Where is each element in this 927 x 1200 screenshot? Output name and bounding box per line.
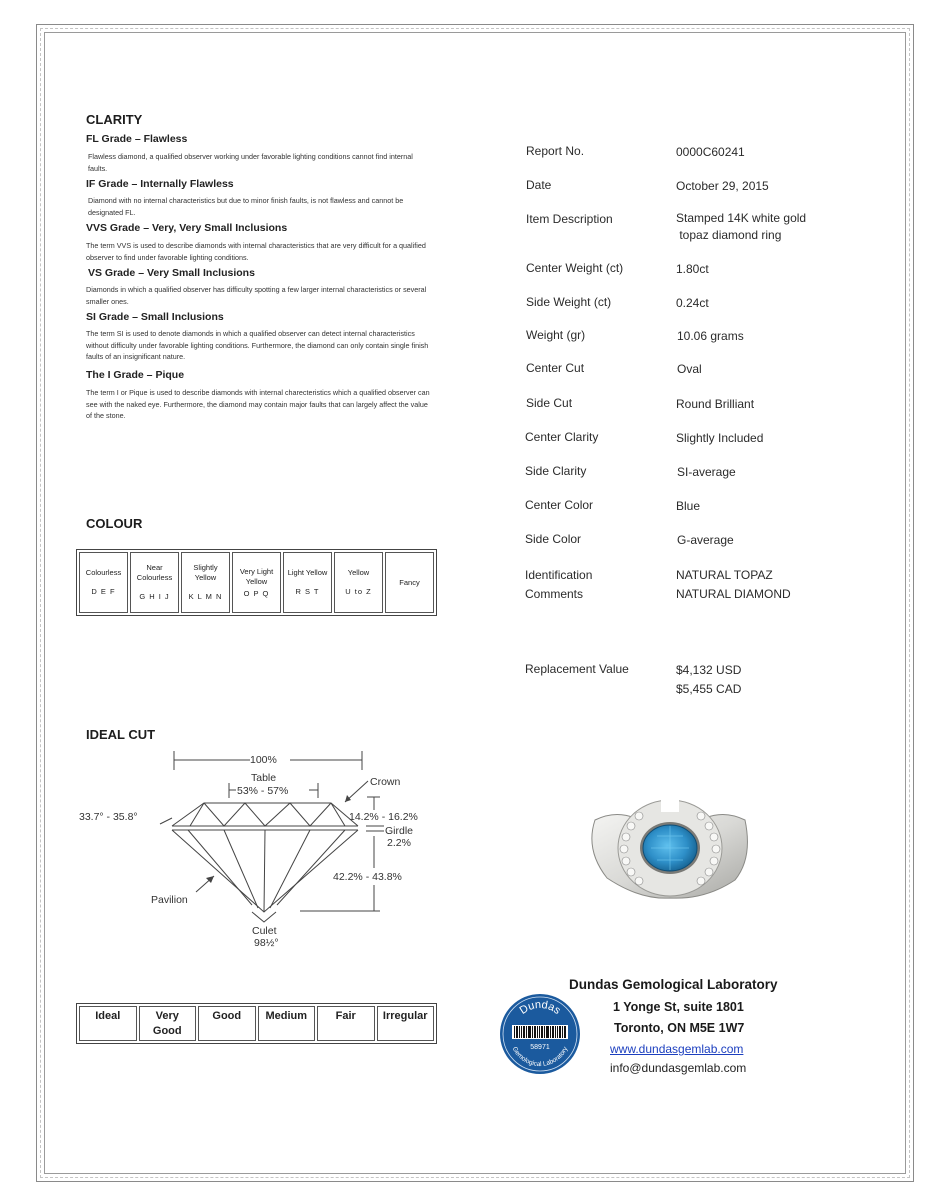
seal-bottom-text: Gemological Laboratory: [510, 1045, 570, 1069]
width-label: 100%: [250, 754, 277, 766]
clarity-grade-desc: Diamonds in which a qualified observer has difficulty spotting a few larger internal characteristics or several smaller ones.: [86, 285, 427, 306]
report-label: Side Cut: [526, 396, 573, 410]
report-value: Slightly Included: [676, 431, 764, 445]
colour-name: Slightly Yellow: [193, 563, 218, 582]
clarity-grade-desc: The term VVS is used to describe diamonds with internal characteristics that are very difficult for a qualified observer to find under favorable lighting conditions.: [86, 241, 426, 262]
colour-scale: D E F: [91, 587, 116, 596]
diamond-proportion-diagram: [60, 740, 460, 960]
replacement-label: Replacement Value: [525, 662, 629, 676]
report-label: Center Color: [525, 498, 594, 512]
report-label: Side Clarity: [525, 464, 587, 478]
report-label: Side Weight (ct): [526, 295, 612, 309]
report-label: Side Color: [525, 532, 582, 546]
colour-scale-table: [76, 549, 437, 616]
report-value: 10.06 grams: [677, 329, 744, 343]
colour-scale: R S T: [295, 587, 320, 596]
clarity-heading: CLARITY: [86, 112, 143, 127]
report-label: Center Clarity: [525, 430, 599, 444]
lab-seal: [498, 992, 582, 1076]
table-range-label: 53% - 57%: [237, 785, 289, 797]
colour-name: Very Light Yellow: [239, 566, 274, 586]
report-value: NATURAL TOPAZ NATURAL DIAMOND: [676, 568, 791, 601]
girdle-label: Girdle: [385, 825, 414, 837]
clarity-grade-desc: Diamond with no internal characteristics but due to minor finish faults, is not flawless and cannot be designated FL.: [88, 196, 404, 217]
clarity-grade-desc: The term I or Pique is used to describe diamonds with internal charecteristics which a qualified observer can see with the naked eye. Furthermore, the diamond may contain major faults that can largely affect the value of the stone.: [86, 388, 430, 420]
colour-scale: U to Z: [345, 587, 372, 596]
cut-grade-cell: Medium: [258, 1006, 316, 1041]
report-label: Item Description: [526, 212, 613, 226]
colour-heading: COLOUR: [86, 516, 143, 531]
report-label: Identification Comments: [525, 568, 593, 601]
crown-height-label: 14.2% - 16.2%: [349, 811, 418, 823]
lab-address-line2: Toronto, ON M5E 1W7: [614, 1021, 745, 1035]
clarity-grade-desc: Flawless diamond, a qualified observer working under favorable lighting conditions cannot find internal faults.: [88, 152, 413, 173]
cut-grade-cell: Very Good: [139, 1006, 197, 1041]
lab-email: info@dundasgemlab.com: [610, 1061, 747, 1075]
colour-scale: O P Q: [243, 588, 270, 598]
report-value: Oval: [677, 362, 702, 376]
lab-website-link[interactable]: www.dundasgemlab.com: [610, 1042, 744, 1056]
report-value: Round Brilliant: [676, 397, 755, 411]
report-value: 0.24ct: [676, 296, 709, 310]
colour-cell: [181, 552, 230, 613]
replacement-cad: $5,455 CAD: [676, 682, 742, 696]
colour-name: Near Colourless: [136, 563, 173, 582]
cut-grade-cell: Ideal: [79, 1006, 137, 1041]
clarity-grade-title: SI Grade – Small Inclusions: [86, 311, 224, 323]
seal-number: 58971: [530, 1044, 550, 1051]
colour-name: Fancy: [399, 577, 420, 587]
crown-label: Crown: [370, 776, 401, 788]
table-label: Table: [251, 772, 277, 784]
cut-grade-cell: Fair: [317, 1006, 375, 1041]
lab-name: Dundas Gemological Laboratory: [569, 977, 778, 992]
report-value: October 29, 2015: [676, 179, 769, 193]
colour-cell: [232, 552, 281, 613]
colour-scale: K L M N: [188, 592, 223, 601]
crown-angle-label: 33.7° - 35.8°: [79, 811, 138, 823]
report-label: Weight (gr): [526, 328, 586, 342]
clarity-grade-desc: The term SI is used to denote diamonds in which a qualified observer can detect internal characteristics without difficulty under favorable lighting conditions. Furthermore, the diamond can only contain single finish faults of an insignificant nature.: [86, 329, 429, 361]
cut-grade-table: [76, 1003, 437, 1044]
cut-grade-cell: Good: [198, 1006, 256, 1041]
colour-cell: [79, 552, 128, 613]
colour-scale: G H I J: [139, 592, 170, 601]
report-value: 0000C60241: [676, 145, 745, 159]
lab-address-line1: 1 Yonge St, suite 1801: [613, 1000, 744, 1014]
report-value: Blue: [676, 499, 701, 513]
ring-photo: [585, 780, 755, 910]
clarity-grade-title: The I Grade – Pique: [86, 369, 185, 381]
colour-name: Yellow: [347, 568, 370, 577]
girdle-pct-label: 2.2%: [387, 837, 411, 849]
report-label: Center Weight (ct): [526, 261, 624, 275]
colour-cell: [130, 552, 179, 613]
pavilion-depth-label: 42.2% - 43.8%: [333, 871, 402, 883]
report-label: Report No.: [526, 144, 585, 158]
colour-cell: [385, 552, 434, 613]
colour-cell: [334, 552, 383, 613]
culet-label: Culet: [252, 925, 277, 937]
report-value: G-average: [677, 533, 734, 547]
ideal-cut-heading: IDEAL CUT: [86, 727, 156, 742]
report-value: 1.80ct: [676, 262, 709, 276]
culet-angle-label: 98½°: [254, 937, 279, 949]
replacement-usd: $4,132 USD: [676, 663, 742, 677]
pavilion-label: Pavilion: [151, 894, 188, 906]
clarity-grade-title: FL Grade – Flawless: [86, 133, 188, 145]
cut-grade-cell: Irregular: [377, 1006, 435, 1041]
report-value: Stamped 14K white gold topaz diamond ring: [676, 211, 807, 242]
report-value: SI-average: [677, 465, 736, 479]
clarity-grade-title: VVS Grade – Very, Very Small Inclusions: [86, 222, 288, 234]
clarity-grade-title: VS Grade – Very Small Inclusions: [88, 267, 255, 279]
clarity-grade-title: IF Grade – Internally Flawless: [86, 178, 234, 190]
seal-top-text: Dundas: [517, 998, 563, 1017]
colour-cell: [283, 552, 332, 613]
colour-name: Light Yellow: [287, 568, 328, 577]
colour-name: Colourless: [85, 568, 122, 577]
report-label: Date: [526, 178, 552, 192]
report-label: Center Cut: [526, 361, 585, 375]
